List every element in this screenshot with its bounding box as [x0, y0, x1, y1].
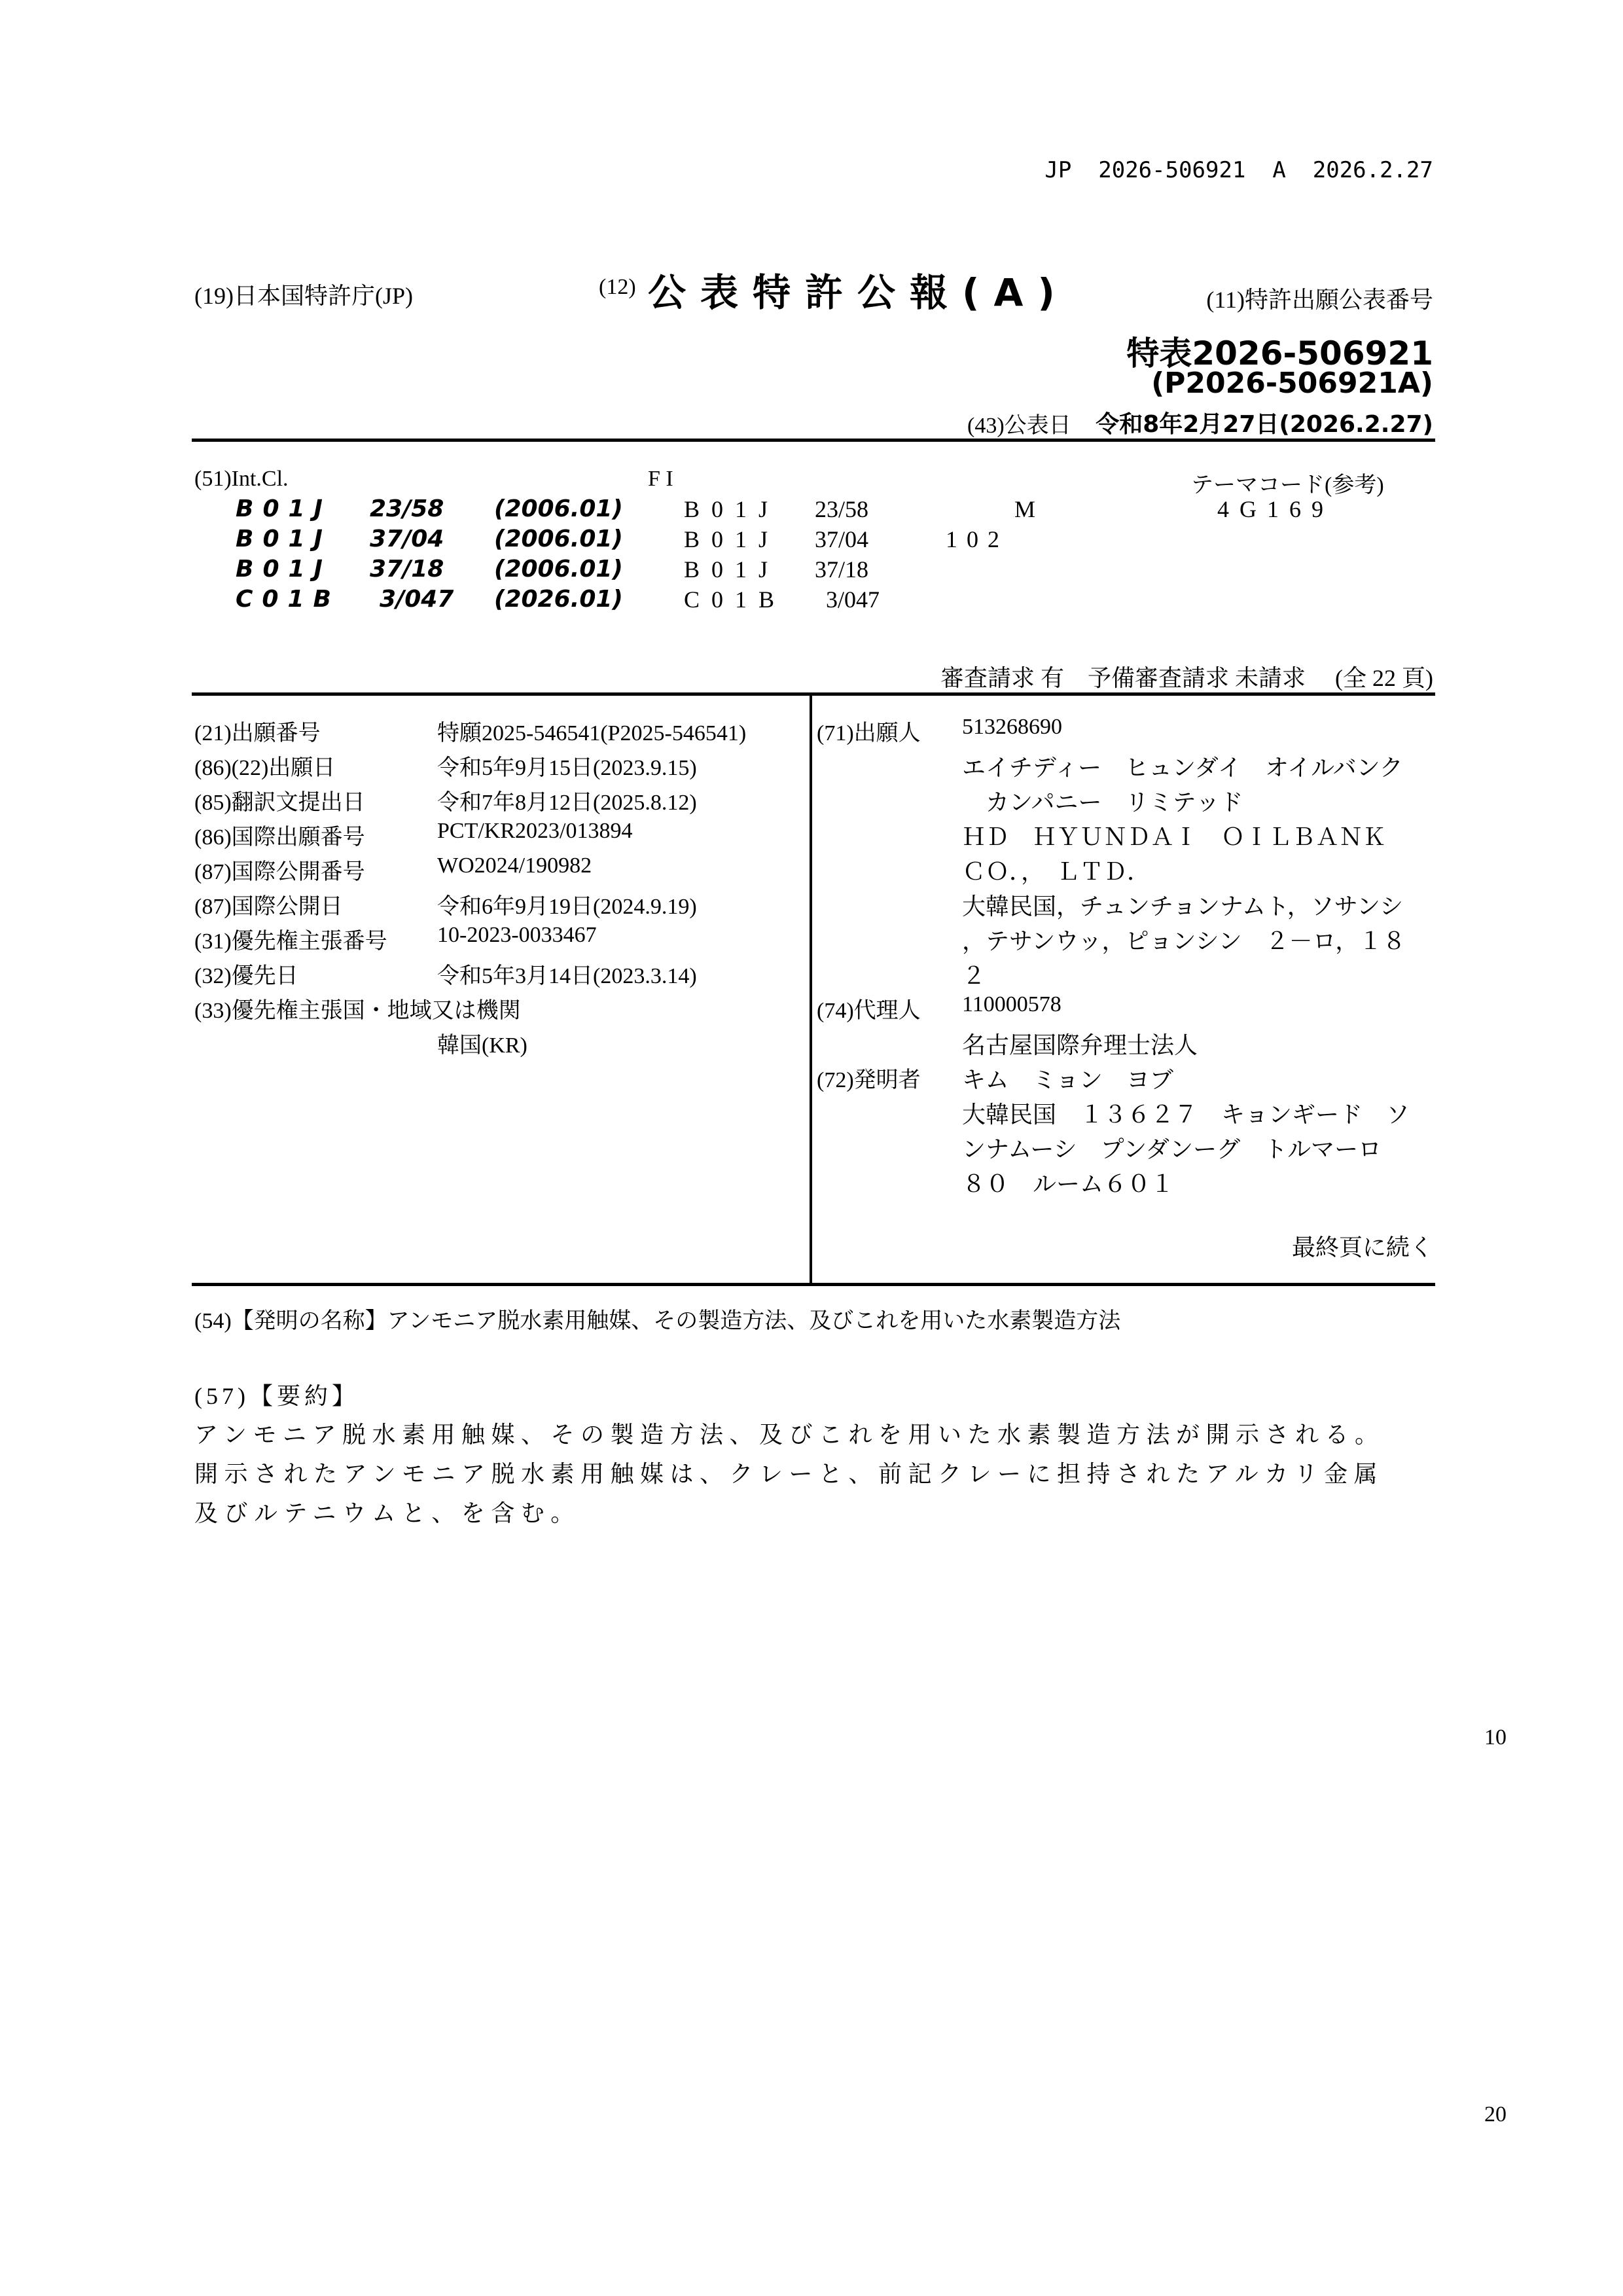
ipc-group: 3/047	[380, 586, 454, 613]
inventor-line: キム ミョン ヨブ	[962, 1067, 1173, 1093]
bib-value: 令和7年8月12日(2025.8.12)	[437, 791, 697, 815]
classification-row	[0, 495, 1623, 524]
publication-number-alt: (P2026-506921A)	[1151, 367, 1433, 400]
classification-row	[0, 556, 1623, 584]
applicant-label: (71)出願人	[817, 721, 921, 745]
ipc-group: 37/18	[370, 556, 444, 583]
bib-value: WO2024/190982	[437, 853, 592, 878]
publication-number: 特表2026-506921	[1126, 334, 1433, 372]
ipc-class: C01B	[236, 586, 340, 613]
classification-row	[0, 586, 1623, 615]
invention-title: (54)【発明の名称】アンモニア脱水素用触媒、その製造方法、及びこれを用いた水素製造方法	[194, 1309, 1121, 1333]
abstract-line: アンモニア脱水素用触媒、その製造方法、及びこれを用いた水素製造方法が開示される。	[194, 1422, 1385, 1448]
classification-row	[0, 526, 1623, 554]
agent-line: 名古屋国際弁理士法人	[962, 1032, 1198, 1058]
theme-code-label: テーマコード(参考)	[1191, 473, 1384, 497]
applicant-line: ，テサンウッ，ピョンシン ２－ロ，１８	[962, 928, 1406, 954]
publication-date-label: (43)公表日	[967, 414, 1071, 438]
publication-date: 令和8年2月27日(2026.2.27)	[1096, 411, 1433, 438]
bib-row-filing-date	[0, 749, 812, 782]
applicant-line: ２	[962, 963, 986, 989]
ipc-class: B01J	[236, 526, 332, 552]
bibliographic-bottom-rule	[192, 1283, 1435, 1286]
bib-label: (31)優先権主張番号	[194, 929, 387, 954]
bibliographic-top-rule	[192, 692, 1435, 696]
fi-class: B01J	[684, 496, 780, 522]
abstract-heading: (57)【要約】	[194, 1383, 359, 1409]
fi-group: 23/58	[815, 496, 869, 522]
document-code: JP 2026-506921 A 2026.2.27	[1044, 157, 1433, 183]
inventor-line: 大韓民国 １３６２７ キョンギード ソ	[962, 1102, 1410, 1128]
ipc-version: (2006.01)	[494, 556, 623, 583]
publication-kind-title: 公表特許公報(A)	[648, 270, 1069, 315]
ipc-version: (2006.01)	[494, 495, 623, 522]
fi-class: C01B	[684, 586, 787, 613]
abstract-line: 開示されたアンモニア脱水素用触媒は、クレーと、前記クレーに担持されたアルカリ金属	[194, 1461, 1384, 1487]
publication-number-label: (11)特許出願公表番号	[1206, 287, 1433, 313]
bib-label: (87)国際公開番号	[194, 860, 365, 884]
fi-subgroup: M	[1014, 496, 1036, 522]
bib-row-intl-pub-date	[0, 888, 812, 921]
theme-code: 4G169	[1217, 496, 1334, 522]
kind-number: (12)	[599, 275, 636, 299]
bib-label: (87)国際公開日	[194, 895, 343, 919]
bib-row-priority-date	[0, 958, 812, 990]
ipc-class: B01J	[236, 556, 332, 583]
fi-group: 3/047	[826, 586, 880, 613]
ipc-version: (2006.01)	[494, 526, 623, 552]
bib-row-application-number	[0, 715, 812, 747]
fi-group: 37/04	[815, 526, 869, 552]
bib-value: 令和5年3月14日(2023.3.14)	[437, 964, 697, 988]
agent-line: 110000578	[962, 992, 1061, 1016]
ipc-version: (2026.01)	[494, 586, 623, 613]
bib-value: 令和6年9月19日(2024.9.19)	[437, 895, 697, 919]
applicant-line: 大韓民国，チュンチョンナムト，ソサンシ	[962, 893, 1404, 920]
examination-status: 審査請求 有 予備審査請求 未請求 (全 22 頁)	[940, 665, 1433, 691]
bib-value: 韓国(KR)	[437, 1033, 527, 1058]
continued-on-last-page: 最終頁に続く	[1291, 1234, 1433, 1261]
issuing-office: (19)日本国特許庁(JP)	[194, 283, 413, 309]
bib-value: PCT/KR2023/013894	[437, 819, 633, 843]
ipc-group: 37/04	[370, 526, 444, 552]
margin-line-number: 10	[1484, 1725, 1507, 1749]
bib-value: 令和5年9月15日(2023.9.15)	[437, 756, 697, 780]
bib-value: 特願2025-546541(P2025-546541)	[437, 721, 747, 745]
bib-row-pct-number	[0, 819, 812, 852]
ipc-group: 23/58	[370, 495, 444, 522]
applicant-line: ＣＯ．， ＬＴＤ．	[962, 859, 1151, 885]
applicant-line: エイチディー ヒュンダイ オイルバンク	[962, 755, 1403, 781]
inventor-label: (72)発明者	[817, 1068, 921, 1092]
bib-label: (85)翻訳文提出日	[194, 791, 365, 815]
bib-row-wo-number	[0, 853, 812, 886]
fi-class: B01J	[684, 556, 780, 583]
header-rule	[192, 439, 1435, 442]
bib-row-priority-country	[0, 992, 812, 1025]
bib-row-priority-number	[0, 923, 812, 956]
fi-label: F I	[648, 467, 673, 491]
applicant-line: 513268690	[962, 715, 1062, 739]
bib-label: (33)優先権主張国・地域又は機関	[194, 999, 521, 1023]
margin-line-number: 20	[1484, 2102, 1507, 2126]
bib-row-translation-date	[0, 784, 812, 817]
inventor-line: ８０ ルーム６０１	[962, 1171, 1175, 1197]
bib-label: (86)(22)出願日	[194, 756, 336, 780]
intcl-label: (51)Int.Cl.	[194, 467, 289, 491]
bib-value: 10-2023-0033467	[437, 923, 597, 947]
abstract-line: 及びルテニウムと、を含む。	[194, 1500, 580, 1526]
inventor-line: ンナムーシ プンダンーグ トルマーロ	[962, 1136, 1382, 1162]
bib-label: (86)国際出願番号	[194, 825, 365, 850]
ipc-class: B01J	[236, 495, 332, 522]
fi-group: 37/18	[815, 556, 869, 583]
bib-label: (21)出願番号	[194, 721, 321, 745]
applicant-line: ＨＤ ＨＹＵＮＤＡＩ ＯＩＬＢＡＮＫ	[962, 824, 1387, 850]
fi-subgroup: 102	[946, 526, 1008, 552]
bib-row-priority-country-value	[0, 1027, 812, 1060]
applicant-line: カンパニー リミテッド	[962, 789, 1243, 816]
agent-label: (74)代理人	[817, 999, 921, 1023]
fi-class: B01J	[684, 526, 780, 552]
bib-label: (32)優先日	[194, 964, 298, 988]
